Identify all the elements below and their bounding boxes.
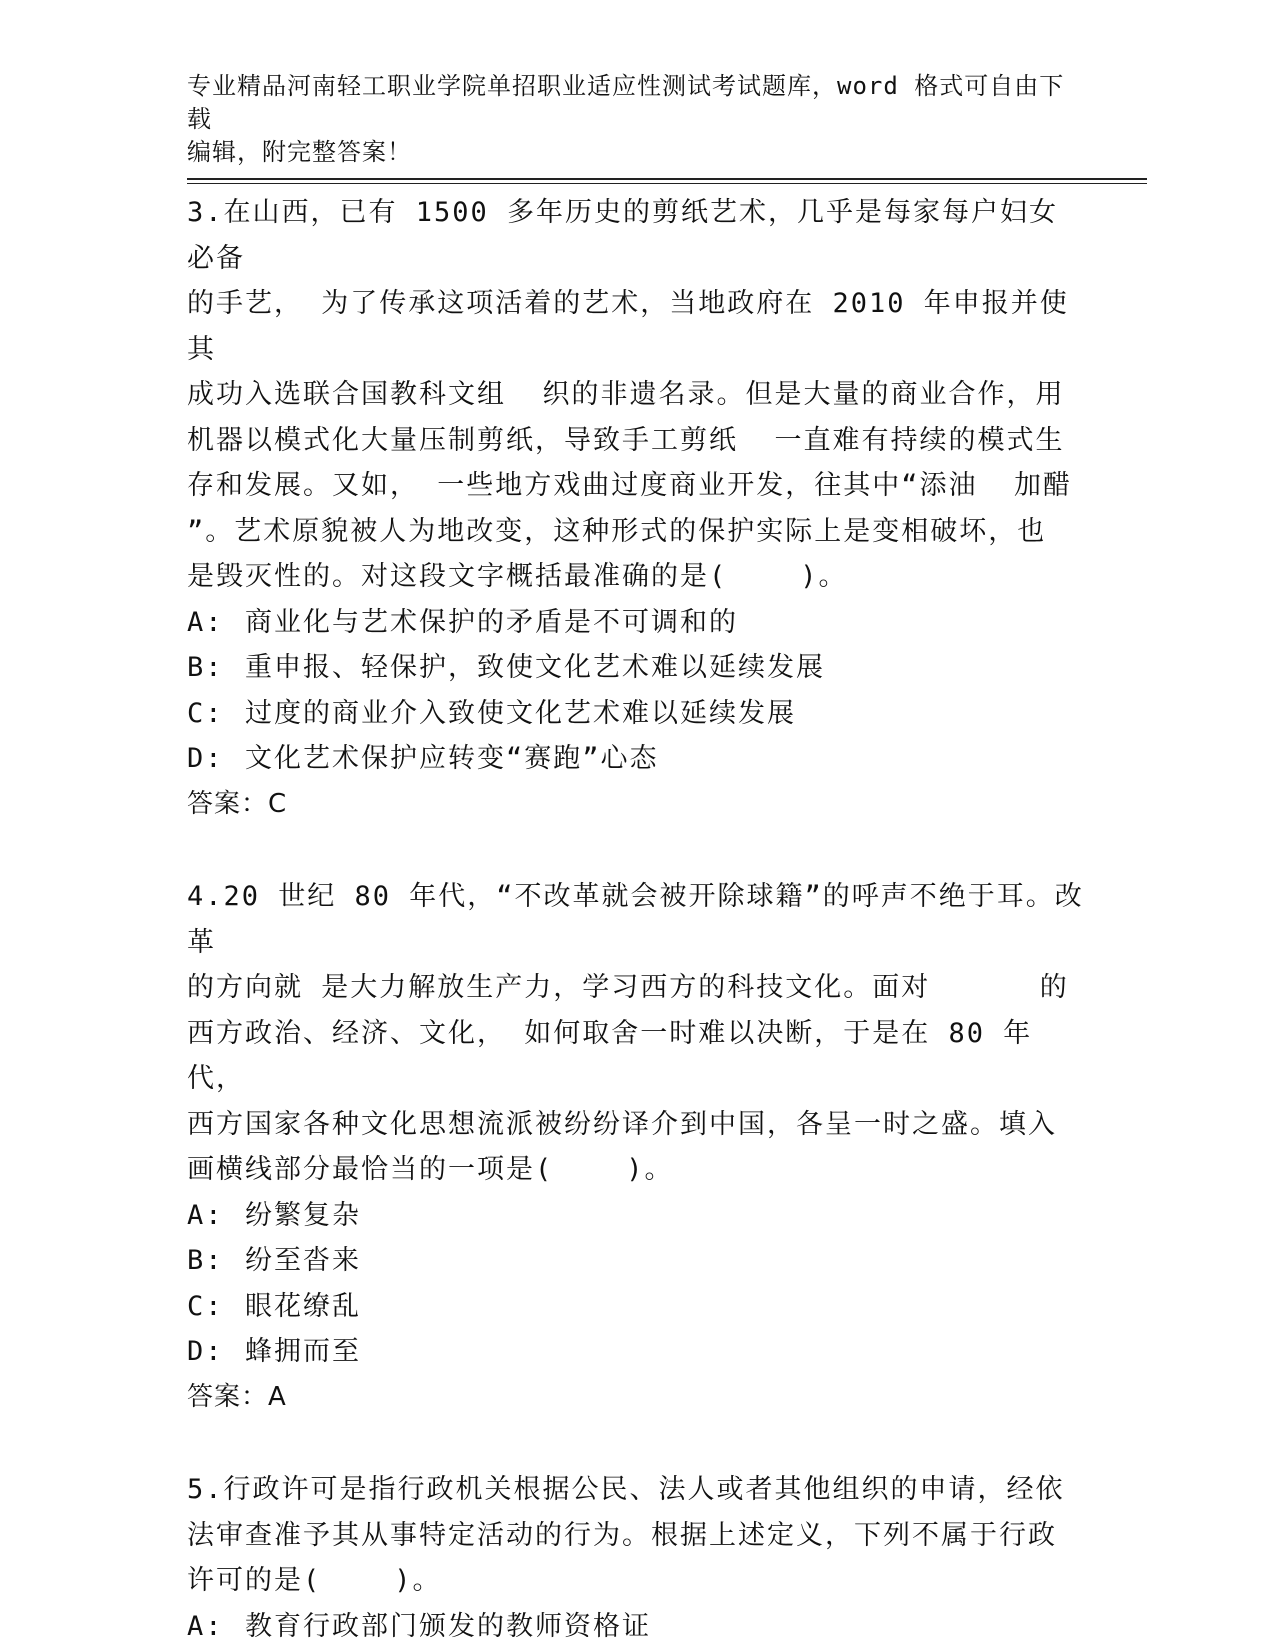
- option-key: A:: [187, 1610, 224, 1642]
- question-3: [187, 190, 1087, 827]
- question-3-answer: 答案：C: [187, 788, 288, 819]
- question-3-line-4: 机器以模式化大量压制剪纸，导致手工剪纸 一直难有持续的模式生: [187, 424, 1065, 456]
- header-line-2: 编辑，附完整答案！: [187, 138, 412, 166]
- question-5-option-a: [187, 1604, 1087, 1650]
- option-text: 文化艺术保护应转变“赛跑”心态: [245, 743, 659, 774]
- header-divider: [187, 178, 1147, 184]
- question-3-line-6: ”。艺术原貌被人为地改变，这种形式的保护实际上是变相破坏，也: [187, 515, 1047, 547]
- question-5-line-3: 许可的是( )。: [187, 1565, 442, 1596]
- option-key: C:: [187, 1290, 224, 1322]
- question-5-line-2: 法审查准予其从事特定活动的行为。根据上述定义，下列不属于行政: [187, 1519, 1057, 1551]
- question-4-line-3: 西方政治、经济、文化， 如何取舍一时难以决断，于是在 80 年代，: [187, 1017, 1033, 1094]
- option-key: B:: [187, 1245, 224, 1276]
- option-text: 纷至沓来: [245, 1245, 361, 1276]
- question-spacer: [187, 827, 1087, 874]
- page-header: [187, 70, 1087, 169]
- question-3-option-b: [187, 645, 1087, 691]
- header-line-1: 专业精品河南轻工职业学院单招职业适应性测试考试题库，word 格式可自由下载: [187, 72, 1065, 133]
- question-3-line-3: 成功入选联合国教科文组 织的非遗名录。但是大量的商业合作，用: [187, 379, 1065, 410]
- option-key: B:: [187, 652, 224, 683]
- option-text: 过度的商业介入致使文化艺术难以延续发展: [245, 697, 796, 729]
- question-3-line-5: 存和发展。又如， 一些地方戏曲过度商业开发，往其中“添油 加醋: [187, 470, 1073, 501]
- question-spacer: [187, 1420, 1087, 1467]
- question-3-option-c: [187, 691, 1087, 737]
- question-3-option-a: [187, 600, 1087, 646]
- option-key: C:: [187, 697, 224, 729]
- question-4-answer: 答案：A: [187, 1381, 287, 1412]
- option-key: D:: [187, 743, 224, 774]
- question-3-line-7: 是毁灭性的。对这段文字概括最准确的是( )。: [187, 561, 848, 592]
- option-key: A:: [187, 1199, 224, 1231]
- question-4-line-4: 西方国家各种文化思想流派被纷纷译介到中国，各呈一时之盛。填入: [187, 1108, 1057, 1140]
- question-4-option-c: [187, 1284, 1087, 1330]
- question-list: [187, 190, 1087, 1649]
- question-3-option-d: [187, 736, 1087, 782]
- question-3-line-1: 3.在山西，已有 1500 多年历史的剪纸艺术，几乎是每家每户妇女必备: [187, 197, 1059, 274]
- option-text: 教育行政部门颁发的教师资格证: [245, 1610, 651, 1642]
- question-5: [187, 1467, 1087, 1649]
- question-5-line-1: 5.行政许可是指行政机关根据公民、法人或者其他组织的申请，经依: [187, 1474, 1065, 1505]
- question-4-line-5: 画横线部分最恰当的一项是( )。: [187, 1154, 674, 1185]
- question-4-line-2: 的方向就 是大力解放生产力，学习西方的科技文化。面对 的: [187, 972, 1069, 1003]
- option-text: 商业化与艺术保护的矛盾是不可调和的: [245, 606, 738, 638]
- option-text: 眼花缭乱: [245, 1290, 361, 1322]
- question-4: [187, 874, 1087, 1420]
- option-key: D:: [187, 1336, 224, 1367]
- question-4-option-a: [187, 1193, 1087, 1239]
- question-4-line-1: 4.20 世纪 80 年代，“不改革就会被开除球籍”的呼声不绝于耳。改革: [187, 881, 1084, 958]
- option-key: A:: [187, 606, 224, 638]
- option-text: 重申报、轻保护，致使文化艺术难以延续发展: [245, 652, 825, 683]
- question-3-line-2: 的手艺， 为了传承这项活着的艺术，当地政府在 2010 年申报并使其: [187, 288, 1069, 365]
- question-4-option-d: [187, 1329, 1087, 1375]
- option-text: 纷繁复杂: [245, 1199, 361, 1231]
- option-text: 蜂拥而至: [245, 1336, 361, 1367]
- question-4-option-b: [187, 1238, 1087, 1284]
